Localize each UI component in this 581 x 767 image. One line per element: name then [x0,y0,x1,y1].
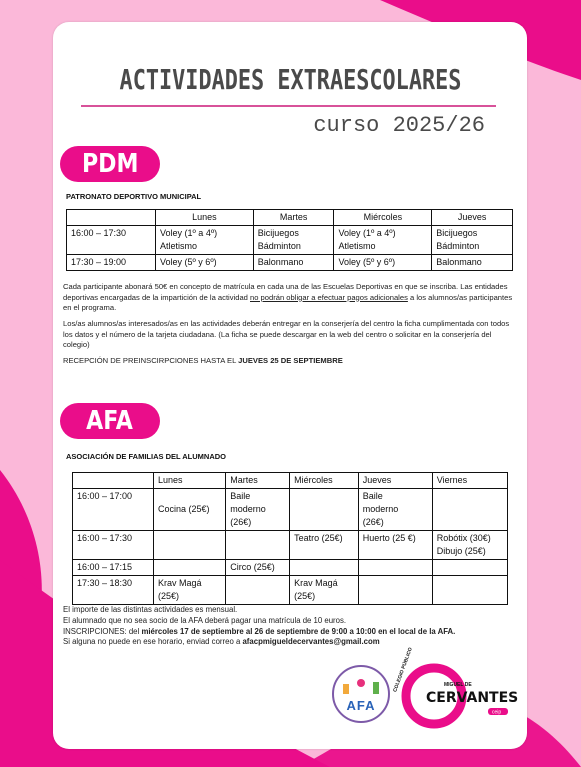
table-cell [154,489,226,531]
afa-badge: AFA [60,403,160,439]
time-cell: 16:00 – 17:15 [73,560,154,576]
table-cell: Voley (5º y 6º) [156,255,254,271]
table-cell [156,226,254,255]
activity-text: Cocina (25€) [158,504,210,514]
table-cell [432,576,507,605]
table-cell [432,489,507,531]
afa-schedule-table [72,472,508,605]
table-header-cell: Martes [253,210,334,226]
table-cell: Teatro (25€) [290,531,359,560]
table-header-cell [67,210,156,226]
table-cell: Voley (5º y 6º) [334,255,432,271]
table-header-cell: Jueves [358,473,432,489]
activity-text: Bádminton [436,241,480,251]
pdm-schedule-table [66,209,513,271]
activity-text: Bicijuegos [257,228,299,238]
activity-text: Robótix (30€) [436,533,491,543]
table-header-cell: Lunes [156,210,254,226]
afa-logo-icon [341,676,381,698]
time-cell: 16:00 – 17:30 [67,226,156,255]
table-row [73,489,508,531]
activity-text [158,490,221,503]
table-row [73,576,508,605]
table-cell: Balonmano [432,255,513,271]
afa-logo-text: AFA [346,697,376,713]
cervantes-ring-text: COLEGIO PÚBLICO [392,646,414,693]
activity-text: (26€) [362,517,384,527]
activity-text: (26€) [230,517,252,527]
table-cell [154,576,226,605]
table-cell [253,226,334,255]
table-cell: Circo (25€) [226,560,290,576]
afa-note-monthly: El importe de las distintas actividades es mensual. [63,605,238,614]
pdm-fee-paragraph: Cada participante abonará 50€ en concepto de matrícula en cada una de las Escuelas Deportivas en que se inscriba. Las entidades deportivas encargadas de la impartición de la actividad no podrán obligar a efectuar pagos adicionales a los alumnos/as participantes en el programa. [63,282,513,312]
cervantes-big-text: CERVANTES [426,690,519,706]
afa-note-matricula: El alumnado que no sea socio de la AFA deberá pagar una matrícula de 10 euros. [63,615,347,625]
activity-text: moderno [230,504,266,514]
table-row [67,255,513,271]
table-header-cell: Viernes [432,473,507,489]
table-cell [154,560,226,576]
table-cell [290,576,359,605]
title-divider [81,105,496,107]
pdm-badge: PDM [60,146,160,182]
table-row [73,531,508,560]
activity-text: Bicijuegos [436,228,478,238]
cervantes-school-logo [392,646,519,726]
activity-text: Voley (1º a 4º) [160,228,218,238]
table-cell [432,226,513,255]
table-cell: Huerto (25 €) [358,531,432,560]
cervantes-small-text: MIGUEL DE [444,682,472,688]
table-header-cell: Lunes [154,473,226,489]
table-cell [226,531,290,560]
contact-email-link[interactable]: afacpmigueldecervantes@gmail.com [242,637,380,647]
table-header-cell: Jueves [432,210,513,226]
time-cell: 16:00 – 17:30 [73,531,154,560]
table-header-row [67,210,513,226]
time-cell: 16:00 – 17:00 [73,489,154,531]
table-cell [432,531,507,560]
table-cell [358,576,432,605]
activity-text: Krav Magá [158,578,202,588]
afa-notes [63,605,523,648]
page-subtitle: curso 2025/26 [313,113,485,138]
activity-text: Atletismo [160,241,198,251]
activity-text: Baile [362,491,383,501]
table-cell [290,489,359,531]
table-cell [358,489,432,531]
afa-org-name: ASOCIACIÓN DE FAMILIAS DEL ALUMNADO [66,452,227,461]
time-cell: 17:30 – 19:00 [67,255,156,271]
activity-text: Krav Magá [294,578,338,588]
pdm-deadline: RECEPCIÓN DE PREINSCIRPCIONES HASTA EL JUEVES 25 DE SEPTIEMBRE [63,356,343,365]
table-row [67,226,513,255]
activity-text: Atletismo [338,241,376,251]
activity-text: Bádminton [257,241,301,251]
activity-text: (25€) [158,591,180,601]
pdm-org-name: PATRONATO DEPORTIVO MUNICIPAL [66,192,202,201]
page-title: ACTIVIDADES EXTRAESCOLARES [119,63,462,96]
pdm-enrolment-paragraph: Los/as alumnos/as interesados/as en las actividades deberán entregar en la conserjería del centro la ficha cumplimentada con todos los datos y el número de la tarjeta ciudadana. (La ficha se puede descargar en la web del centro o solicitar en la conserjería del colegio) [63,319,510,349]
table-cell [226,489,290,531]
table-cell [290,560,359,576]
table-cell: Balonmano [253,255,334,271]
activity-text: moderno [362,504,399,514]
table-header-cell: Miércoles [334,210,432,226]
afa-note-contact: Si alguna no puede en ese horario, enviad correo a afacpmigueldecervantes@gmail.com [63,637,380,647]
activity-text: Voley (1º a 4º) [338,228,396,238]
table-header-cell: Miércoles [290,473,359,489]
activity-text: Dibujo (25€) [436,546,486,556]
table-header-cell [73,473,154,489]
activity-text: (25€) [294,591,316,601]
underlined-note: no podrán obligar a efectuar pagos adicionales [250,292,408,302]
activity-text: Baile [230,491,251,501]
table-cell [226,576,290,605]
table-row [73,560,508,576]
afa-note-inscripciones: INSCRIPCIONES: del miércoles 17 de septiembre al 26 de septiembre de 9:00 a 10:00 en el local de la AFA. [63,626,456,636]
table-cell [154,531,226,560]
afa-logo [332,665,390,723]
table-header-row [73,473,508,489]
cervantes-tag: ceip [492,709,502,716]
table-header-cell: Martes [226,473,290,489]
time-cell: 17:30 – 18:30 [73,576,154,605]
table-cell [358,560,432,576]
table-cell [334,226,432,255]
table-cell [432,560,507,576]
